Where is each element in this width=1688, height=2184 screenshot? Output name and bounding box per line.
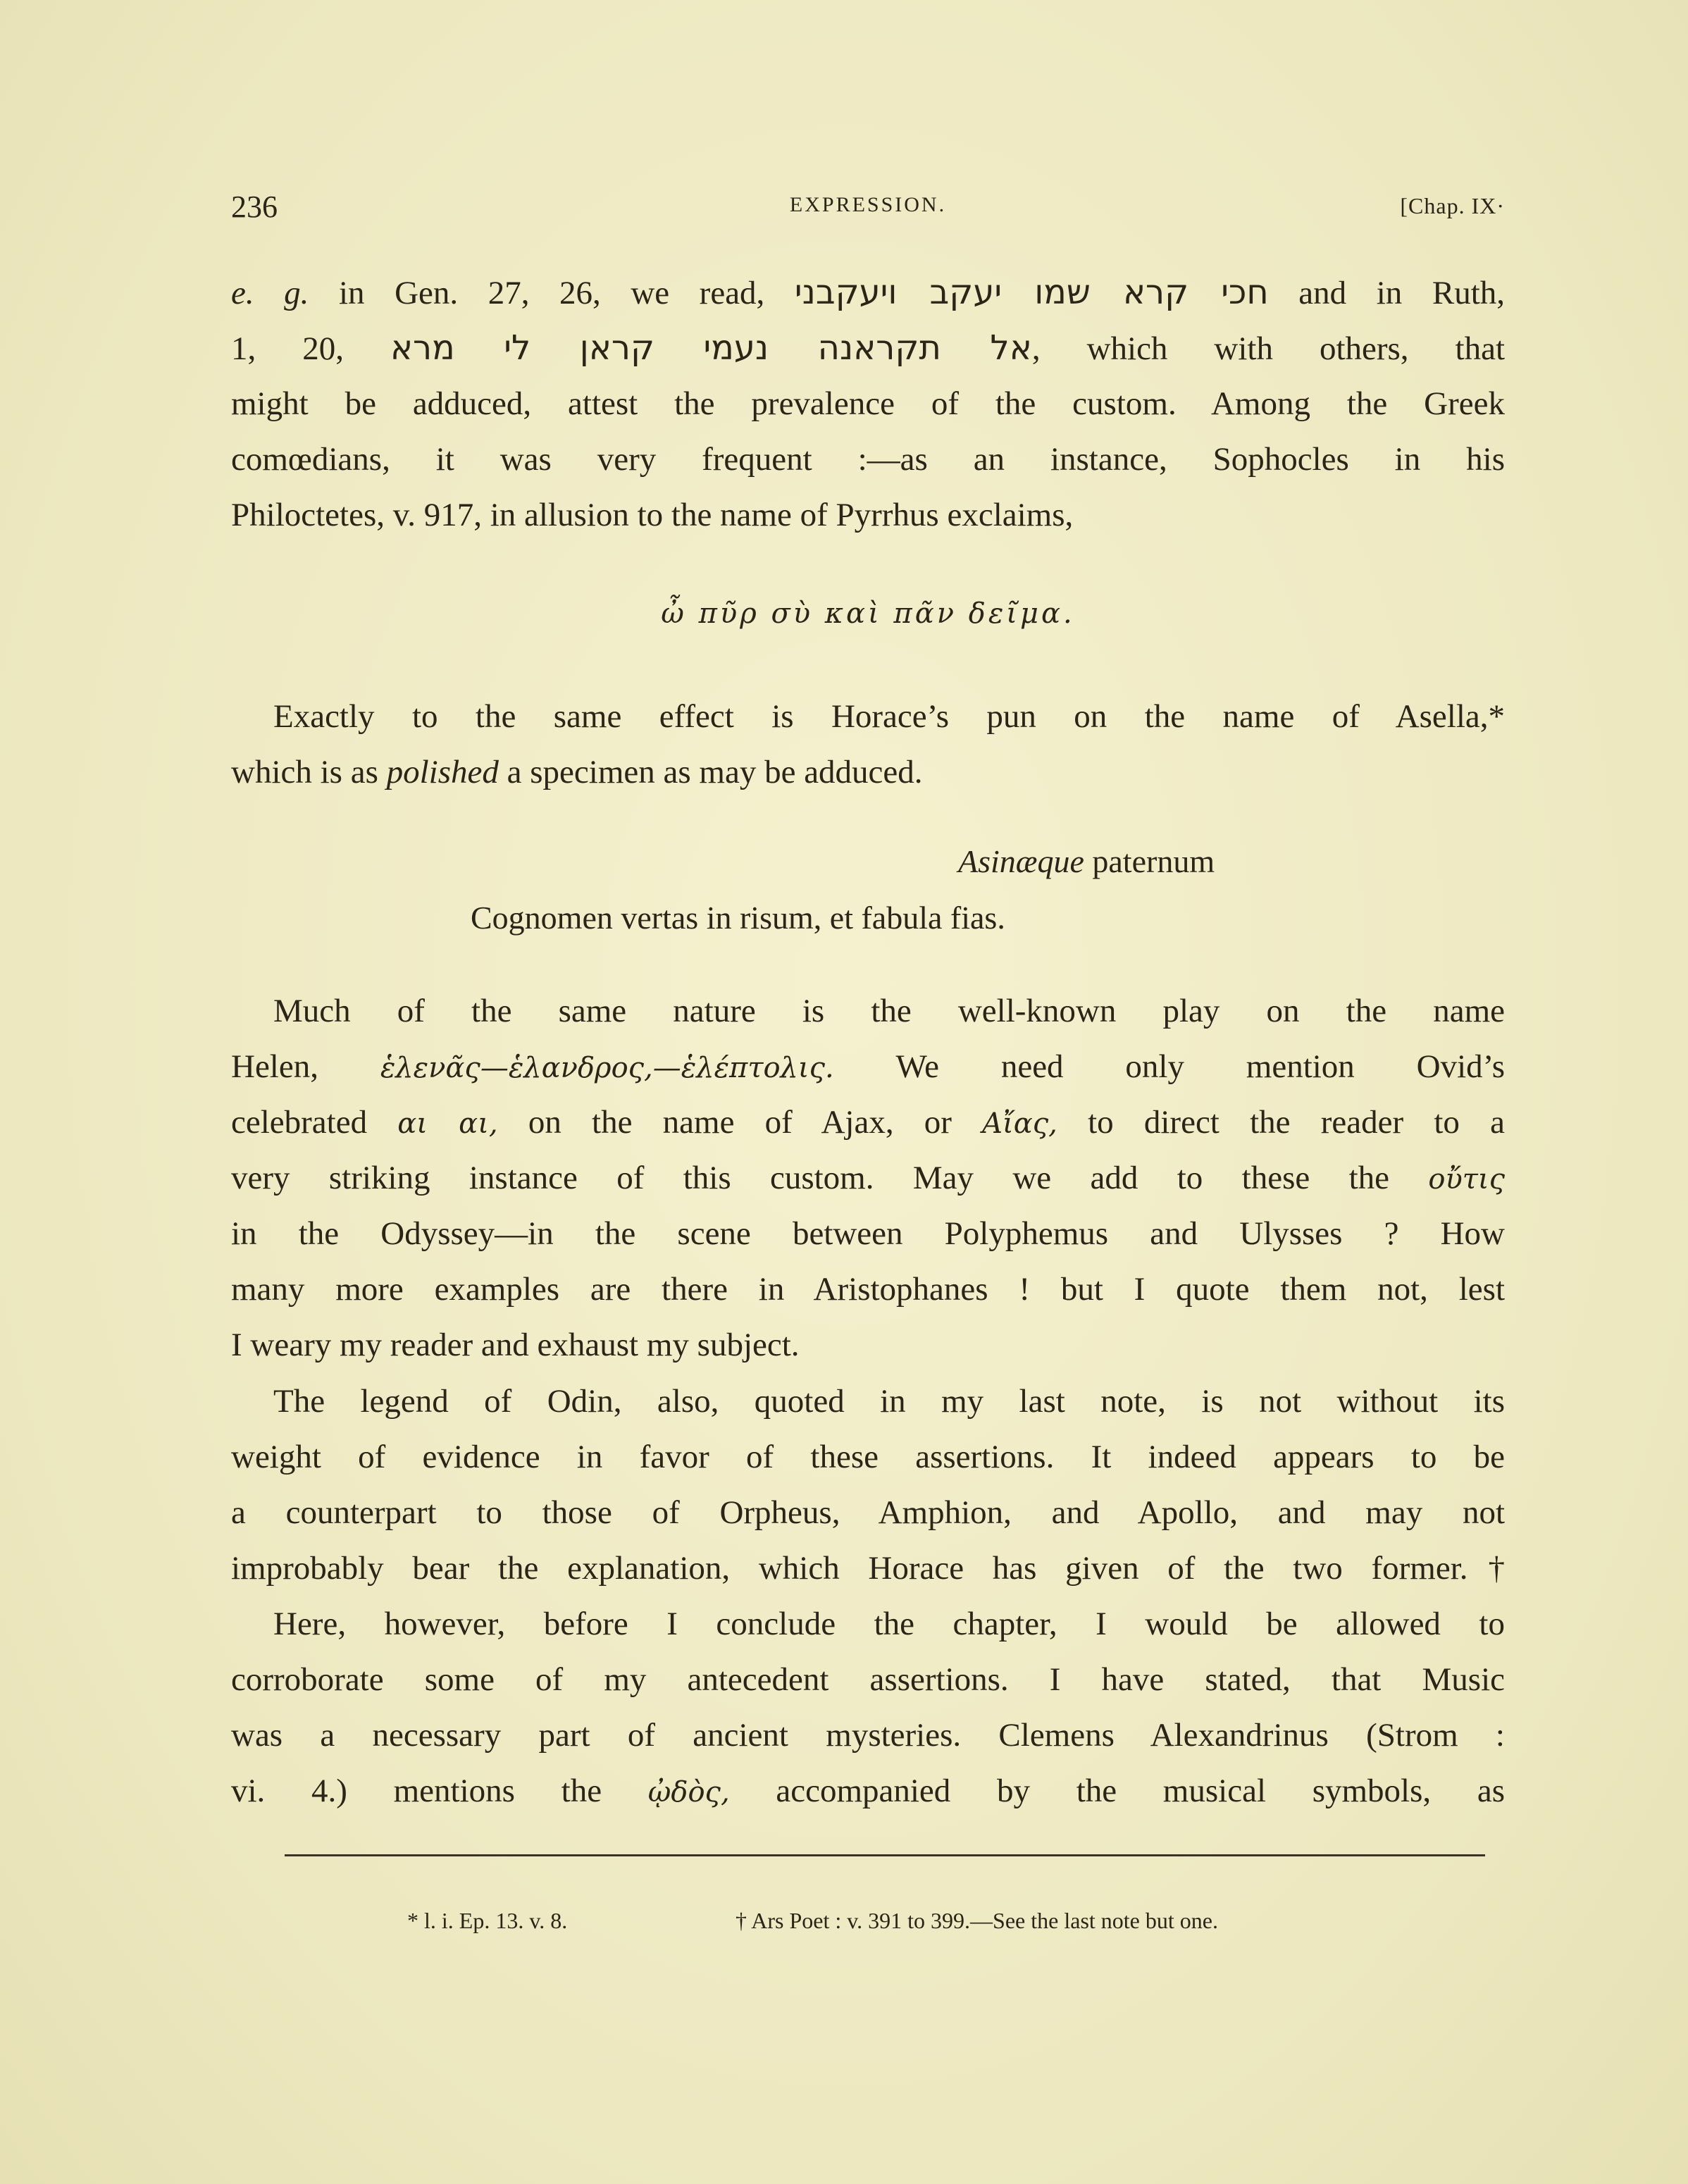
text-line: Here, however, before I conclude the chapter, I would be allowed to bbox=[273, 1606, 1505, 1642]
abbrev-eg: e. g. bbox=[231, 275, 309, 311]
text-span: , which with others, that bbox=[1031, 330, 1505, 367]
paragraph-5 bbox=[231, 1596, 1505, 1819]
text-line bbox=[231, 1150, 1505, 1206]
greek-odos: ᾠδὸς, bbox=[647, 1776, 730, 1808]
chapter-reference: [Chap. IX· bbox=[1400, 193, 1505, 218]
paragraph-2 bbox=[231, 689, 1505, 800]
text-span: a specimen as may be adduced. bbox=[498, 754, 923, 790]
text-line: was a necessary part of ancient mysteries. Clemens Alexandrinus (Strom : bbox=[231, 1717, 1505, 1754]
latin-verse-line-2: Cognomen vertas in risum, et fabula fias. bbox=[471, 900, 1005, 936]
greek-aias: Αἴας, bbox=[982, 1107, 1057, 1140]
emphasis-polished: polished bbox=[386, 754, 499, 790]
footnote-divider bbox=[285, 1854, 1485, 1856]
text-line: comœdians, it was very frequent :—as an instance, Sophocles in his bbox=[231, 441, 1505, 478]
footnote-asterisk: * l. i. Ep. 13. v. 8. bbox=[407, 1908, 568, 1933]
text-span: vi. 4.) mentions the bbox=[231, 1773, 648, 1809]
hebrew-quote-genesis: חכי קרא שמו יעקב ויעקבני bbox=[794, 273, 1269, 312]
text-line: in the Odyssey—in the scene between Polyphemus and Ulysses ? How bbox=[231, 1215, 1505, 1252]
footnote-dagger: † Ars Poet : v. 391 to 399.—See the last note but one. bbox=[736, 1908, 1218, 1933]
text-line: Exactly to the same effect is Horace’s pun on the name of Asella,* bbox=[273, 698, 1505, 735]
latin-verse-line-1 bbox=[958, 843, 1215, 880]
text-span: which is as bbox=[231, 754, 387, 790]
text-line: corroborate some of my antecedent assertions. I have stated, that Music bbox=[231, 1661, 1505, 1698]
text-span: Helen, bbox=[231, 1048, 380, 1085]
text-span: very striking instance of this custom. May we add to these the bbox=[231, 1160, 1429, 1196]
text-line: I weary my reader and exhaust my subject. bbox=[231, 1327, 800, 1363]
page-number: 236 bbox=[231, 190, 278, 224]
text-span: in Gen. 27, 26, we read, bbox=[309, 275, 795, 311]
greek-outis: οὔτις bbox=[1428, 1163, 1505, 1196]
text-span: We need only mention Ovid’s bbox=[833, 1048, 1505, 1085]
page-header bbox=[231, 189, 1505, 231]
text-line: a counterpart to those of Orpheus, Amphion, and Apollo, and may not bbox=[231, 1494, 1505, 1531]
text-line: Much of the same nature is the well-known play on the name bbox=[273, 993, 1505, 1029]
text-line: weight of evidence in favor of these assertions. It indeed appears to be bbox=[231, 1439, 1505, 1475]
text-span: 1, 20, bbox=[231, 330, 390, 367]
text-line bbox=[231, 265, 1505, 321]
paragraph-4 bbox=[231, 1374, 1505, 1596]
text-line: improbably bear the explanation, which Horace has given of the two former.† bbox=[231, 1550, 1505, 1587]
latin-italic-word: Asinæque bbox=[958, 843, 1084, 879]
text-span: to direct the reader to a bbox=[1057, 1104, 1505, 1141]
text-span: accompanied by the musical symbols, as bbox=[729, 1773, 1505, 1809]
text-line bbox=[231, 1095, 1505, 1150]
paragraph-3 bbox=[231, 984, 1505, 1373]
running-head: EXPRESSION. bbox=[789, 193, 947, 216]
text-span: paternum bbox=[1084, 843, 1215, 879]
text-line bbox=[231, 1039, 1505, 1095]
hebrew-quote-ruth: אל תקראנה נעמי קראן לי מרא bbox=[390, 328, 1032, 368]
text-line: Philoctetes, v. 917, in allusion to the name of Pyrrhus exclaims, bbox=[231, 497, 1074, 533]
text-line: might be adduced, attest the prevalence of the custom. Among the Greek bbox=[231, 385, 1505, 422]
text-span: and in Ruth, bbox=[1268, 275, 1505, 311]
text-line bbox=[231, 745, 1505, 800]
text-line bbox=[231, 1763, 1505, 1819]
greek-verse-quote: ὦ πῦρ σὺ καὶ πᾶν δεῖμα. bbox=[661, 597, 1075, 630]
text-line bbox=[231, 321, 1505, 376]
greek-helen-wordplay: ἑλενᾶς—ἑλανδρος,—ἑλέπτολις. bbox=[380, 1052, 834, 1084]
text-line: The legend of Odin, also, quoted in my last note, is not without its bbox=[273, 1383, 1505, 1420]
text-span: on the name of Ajax, or bbox=[497, 1104, 983, 1141]
text-line: many more examples are there in Aristophanes ! but I quote them not, lest bbox=[231, 1271, 1505, 1308]
text-span: celebrated bbox=[231, 1104, 398, 1141]
greek-ai-ai: αι αι, bbox=[397, 1107, 498, 1140]
paragraph-1 bbox=[231, 265, 1505, 543]
